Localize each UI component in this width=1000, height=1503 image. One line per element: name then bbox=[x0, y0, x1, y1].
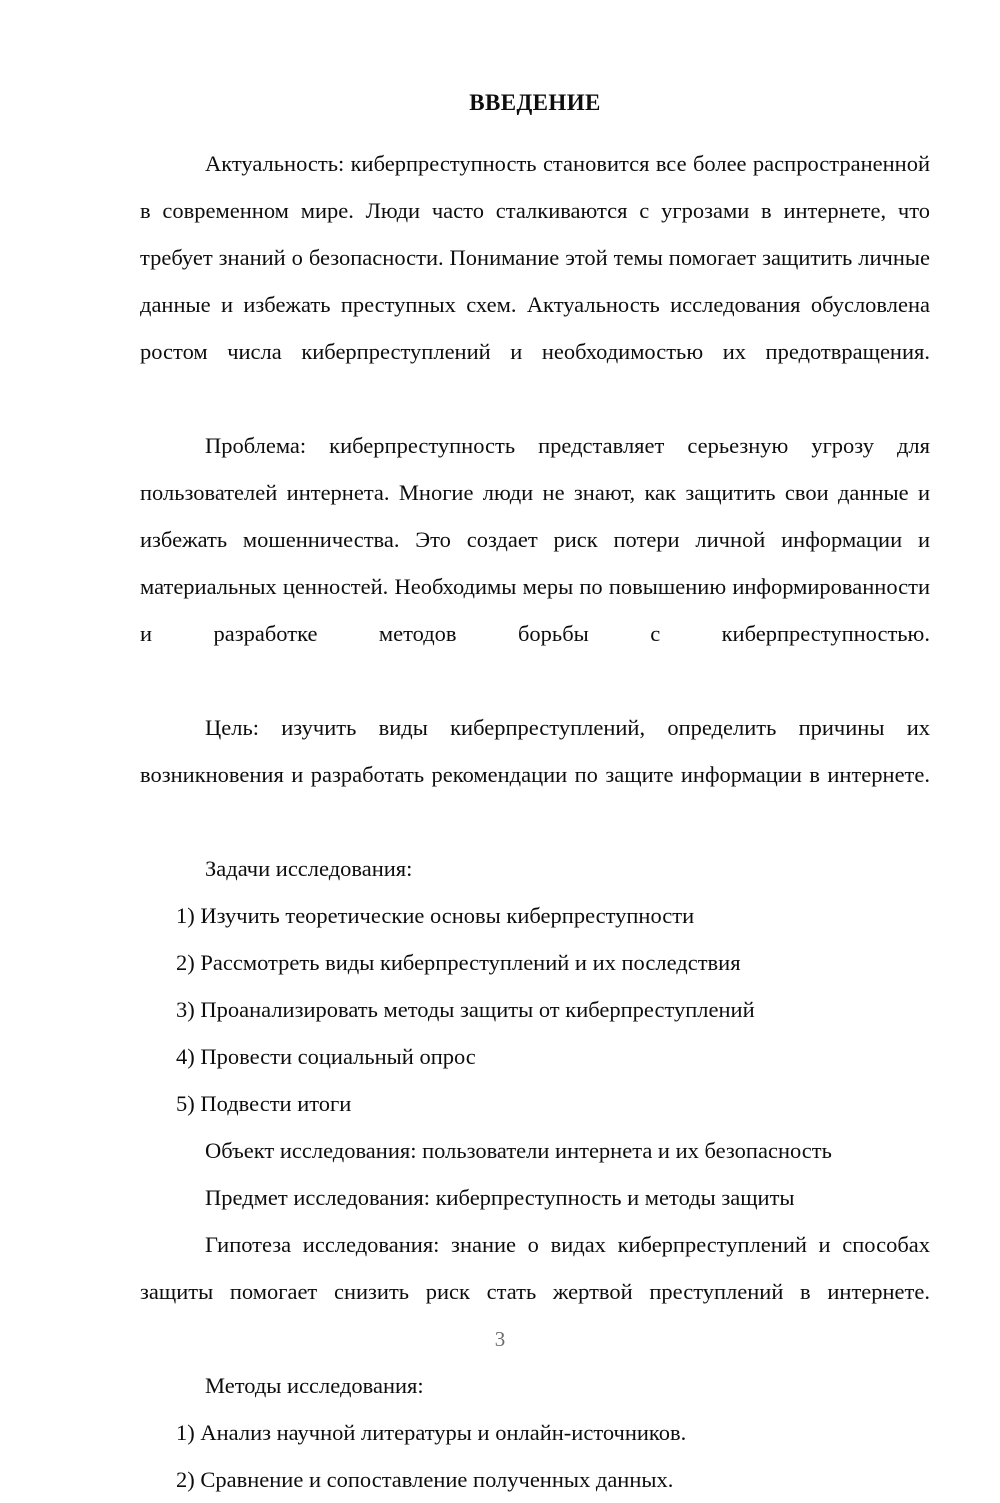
paragraph-hypothesis: Гипотеза исследования: знание о видах киберпреступлений и способах защиты помогает снизить риск стать жертвой преступлений в интернете. bbox=[140, 1232, 930, 1304]
paragraph-relevance: Актуальность: киберпреступность становится все более распространенной в современном мире. Люди часто сталкиваются с угрозами в интернете, что требует знаний о безопасности. Понимание этой темы помогает защитить личные данные и избежать преступных схем. Актуальность исследования обусловлена ростом числа киберпреступлений и необходимостью их предотвращения. bbox=[140, 151, 930, 364]
page-number: 3 bbox=[494, 1327, 506, 1351]
tasks-heading: Задачи исследования: bbox=[205, 856, 413, 881]
methods-heading: Методы исследования: bbox=[205, 1373, 424, 1398]
subject-of-research-line: Предмет исследования: киберпреступность и методы защиты bbox=[205, 1185, 795, 1210]
list-item: 4) Провести социальный опрос bbox=[176, 1044, 476, 1069]
page-title: ВВЕДЕНИЕ bbox=[469, 90, 601, 115]
paragraph-goal: Цель: изучить виды киберпреступлений, определить причины их возникновения и разработать рекомендации по защите информации в интернете. bbox=[140, 715, 930, 787]
list-item: 1) Изучить теоретические основы киберпреступности bbox=[176, 903, 695, 928]
list-item: 2) Рассмотреть виды киберпреступлений и их последствия bbox=[176, 950, 741, 975]
paragraph-problem: Проблема: киберпреступность представляет серьезную угрозу для пользователей интернета. Многие люди не знают, как защитить свои данные и избежать мошенничества. Это создает риск потери личной информации и материальных ценностей. Необходимы меры по повышению информированности и разработке методов борьбы с киберпреступностью. bbox=[140, 433, 930, 646]
list-item: 1) Анализ научной литературы и онлайн-источников. bbox=[176, 1420, 687, 1445]
methods-list bbox=[140, 1409, 930, 1503]
tasks-list bbox=[140, 892, 930, 1127]
list-item: 3) Проанализировать методы защиты от киберпреступлений bbox=[176, 997, 755, 1022]
page-content bbox=[140, 88, 930, 1503]
list-item: 5) Подвести итоги bbox=[176, 1091, 352, 1116]
object-of-research-line: Объект исследования: пользователи интернета и их безопасность bbox=[205, 1138, 832, 1163]
list-item: 2) Сравнение и сопоставление полученных данных. bbox=[176, 1467, 674, 1492]
